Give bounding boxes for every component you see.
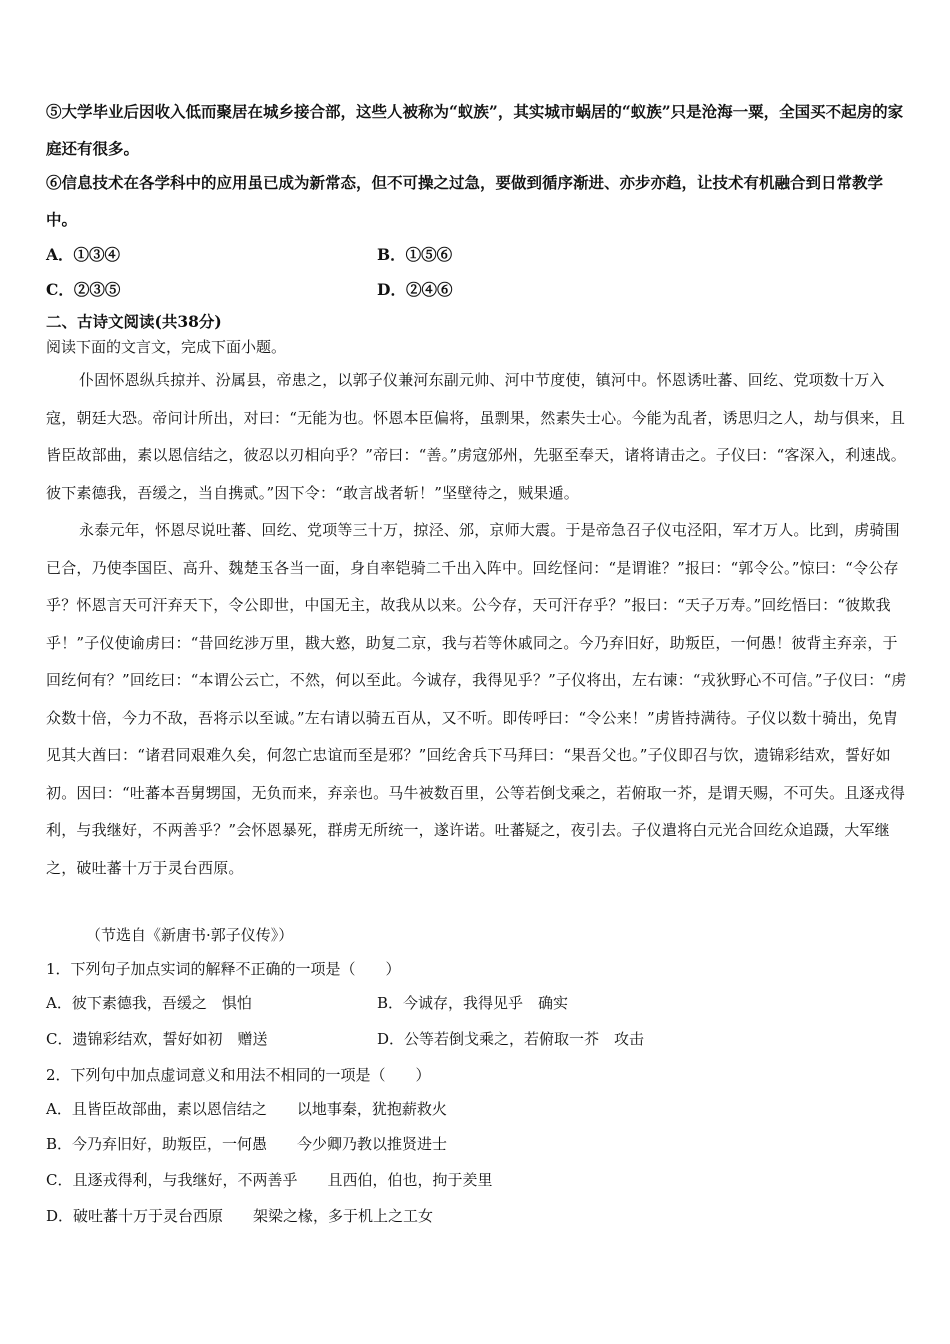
q1-option-c[interactable]: C．遗锦彩结欢，誓好如初 赠送	[46, 1030, 268, 1048]
option-a[interactable]: A．①③④	[46, 245, 121, 264]
section-instruction: 阅读下面的文言文，完成下面小题。	[46, 338, 287, 356]
question-1-options-row-1	[46, 992, 908, 1022]
answer-options-row-2	[46, 278, 908, 308]
q2-option-d[interactable]: D．破吐蕃十万于灵台西原 架梁之椽，多于机上之工女	[46, 1207, 434, 1225]
option-c[interactable]: C．②③⑤	[46, 280, 121, 299]
choice-item-6: ⑥信息技术在各学科中的应用虽已成为新常态，但不可操之过急，要做到循序渐进、亦步亦趋，让技术有机融合到日常教学中。	[46, 173, 884, 229]
question-1-stem: 1．下列句子加点实词的解释不正确的一项是（ ）	[46, 960, 401, 978]
question-2-stem: 2．下列句中加点虚词意义和用法不相同的一项是（ ）	[46, 1066, 431, 1084]
passage-paragraph-1: 仆固怀恩纵兵掠并、汾属县，帝患之，以郭子仪兼河东副元帅、河中节度使，镇河中。怀恩诱吐蕃、回纥、党项数十万入寇，朝廷大恐。帝问计所出，对曰：“无能为也。怀恩本臣偏将，虽剽果，然素失士心。今能为乱者，诱思归之人，劫与俱来，且皆臣故部曲，素以恩信结之，彼忍以刃相向乎？”帝曰：“善。”虏寇邠州，先驱至奉天，诸将请击之。子仪曰：“客深入，利速战。彼下素德我，吾缓之，当自携贰。”因下令：“敢言战者斩！”坚壁待之，贼果遁。	[46, 371, 906, 502]
q2-option-b[interactable]: B．今乃弃旧好，助叛臣，一何愚 今少卿乃教以推贤进士	[46, 1135, 448, 1153]
q2-option-a[interactable]: A．且皆臣故部曲，素以恩信结之 以地事秦，犹抱薪救火	[46, 1100, 447, 1118]
q2-option-c[interactable]: C．且逐戎得利，与我继好，不两善乎 且西伯，伯也，拘于羑里	[46, 1171, 493, 1189]
answer-options-row-1	[46, 243, 908, 273]
q1-option-a[interactable]: A．彼下素德我，吾缓之 惧怕	[46, 994, 252, 1012]
option-b[interactable]: B．①⑤⑥	[377, 245, 453, 264]
passage-source: （节选自《新唐书·郭子仪传》）	[86, 926, 294, 944]
section-title: 二、古诗文阅读(共38分)	[46, 312, 222, 331]
choice-item-5: ⑤大学毕业后因收入低而聚居在城乡接合部，这些人被称为“蚁族”，其实城市蜗居的“蚁族”只是沧海一粟，全国买不起房的家庭还有很多。	[46, 102, 904, 158]
passage-paragraph-2: 永泰元年，怀恩尽说吐蕃、回纥、党项等三十万，掠泾、邠，京师大震。于是帝急召子仪屯泾阳，军才万人。比到，虏骑围已合，乃使李国臣、高升、魏楚玉各当一面，身自率铠骑二千出入阵中。回纥怪问：“是谓谁？”报曰：“郭令公。”惊曰：“令公存乎？怀恩言天可汗弃天下，令公即世，中国无主，故我从以来。公今存，天可汗存乎？”报曰：“天子万寿。”回纥悟曰：“彼欺我乎！”子仪使谕虏曰：“昔回纥涉万里，戡大憝，助复二京，我与若等休戚同之。今乃弃旧好，助叛臣，一何愚！彼背主弃亲，于回纥何有？”回纥曰：“本谓公云亡，不然，何以至此。今诚存，我得见乎？”子仪将出，左右谏：“戎狄野心不可信。”子仪曰：“虏众数十倍，今力不敌，吾将示以至诚。”左右请以骑五百从，又不听。即传呼曰：“令公来！”虏皆持满待。子仪以数十骑出，免胄见其大酋曰：“诸君同艰难久矣，何忽亡忠谊而至是邪？”回纥舍兵下马拜曰：“果吾父也。”子仪即召与饮，遗锦彩结欢，誓好如初。因曰：“吐蕃本吾舅甥国，无负而来，弃亲也。马牛被数百里，公等若倒戈乘之，若俯取一芥，是谓天赐，不可失。且逐戎得利，与我继好，不两善乎？”会怀恩暴死，群虏无所统一，遂许诺。吐蕃疑之，夜引去。子仪遣将白元光合回纥众追蹑，大军继之，破吐蕃十万于灵台西原。	[46, 521, 907, 877]
question-1-options-row-2	[46, 1028, 908, 1058]
q1-option-d[interactable]: D．公等若倒戈乘之，若俯取一芥 攻击	[377, 1030, 645, 1048]
q1-option-b[interactable]: B．今诚存，我得见乎 确实	[377, 994, 569, 1012]
option-d[interactable]: D．②④⑥	[377, 280, 453, 299]
